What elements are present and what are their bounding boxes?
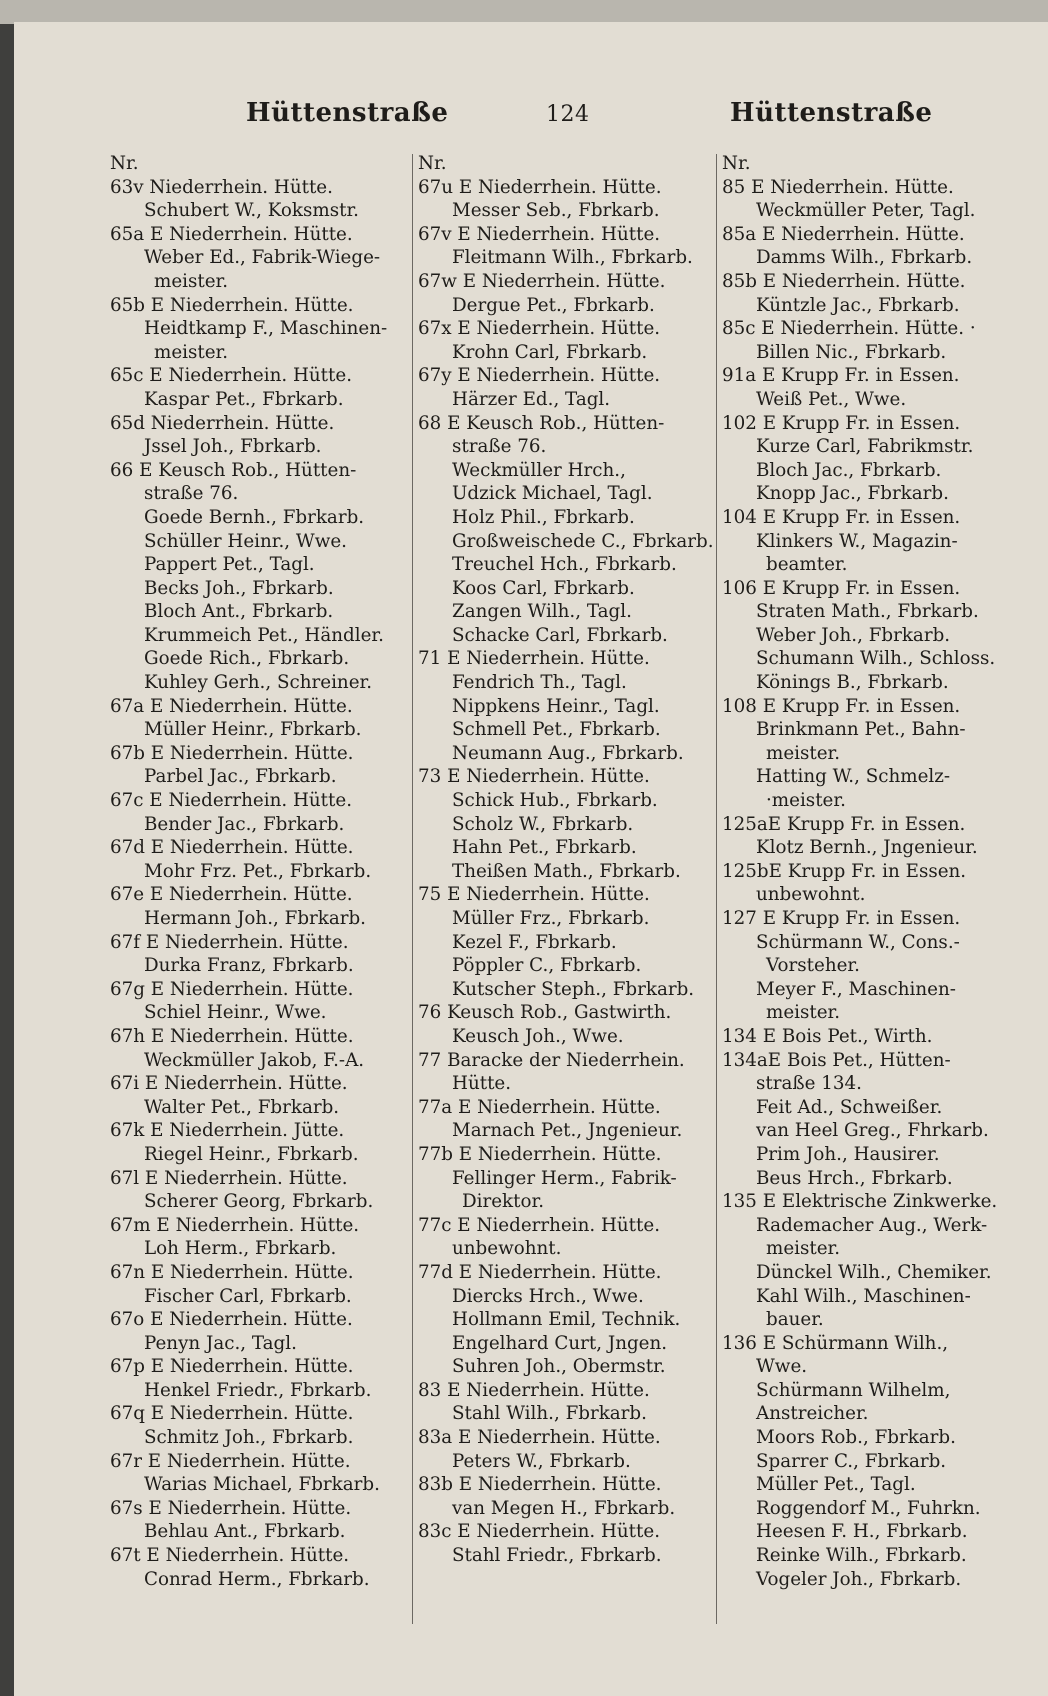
resident-line: Udzick Michael, Tagl. — [452, 483, 653, 505]
entry-line: 63v Niederrhein. Hütte. — [110, 176, 333, 198]
entry-line: 67y E Niederrhein. Hütte. — [418, 365, 661, 387]
resident-line: Weckmüller Peter, Tagl. — [756, 200, 976, 222]
resident-line: Mohr Frz. Pet., Fbrkarb. — [144, 860, 372, 882]
entry-line: 85a E Niederrhein. Hütte. — [722, 223, 965, 245]
resident-line: Vogeler Joh., Fbrkarb. — [756, 1568, 962, 1590]
entry-line: 104 E Krupp Fr. in Essen. — [722, 506, 961, 528]
resident-line: Nippkens Heinr., Tagl. — [452, 695, 660, 717]
entry-line: 67v E Niederrhein. Hütte. — [418, 223, 661, 245]
entry-line: 67p E Niederrhein. Hütte. — [110, 1356, 354, 1378]
resident-line: Hatting W., Schmelz- — [756, 766, 951, 788]
entry-line: 67k E Niederrhein. Jütte. — [110, 1120, 345, 1142]
column-3 — [722, 152, 1022, 1591]
entry-line: 77 Baracke der Niederrhein. — [418, 1049, 685, 1071]
resident-line: Klinkers W., Magazin- — [756, 530, 958, 552]
resident-line: Schick Hub., Fbrkarb. — [452, 790, 658, 812]
entry-line: 108 E Krupp Fr. in Essen. — [722, 695, 961, 717]
resident-line: Theißen Math., Fbrkarb. — [452, 860, 681, 882]
resident-line: Schacke Carl, Fbrkarb. — [452, 624, 668, 646]
resident-line: Feit Ad., Schweißer. — [756, 1096, 943, 1118]
resident-line: Kurze Carl, Fabrikmstr. — [756, 436, 974, 458]
resident-line: Weckmüller Jakob, F.-A. — [144, 1049, 365, 1071]
resident-line: Küntzle Jac., Fbrkarb. — [756, 294, 960, 316]
resident-line: Schmell Pet., Fbrkarb. — [452, 719, 661, 741]
resident-line: Weber Joh., Fbrkarb. — [756, 624, 951, 646]
resident-line: Klotz Bernh., Jngenieur. — [756, 837, 978, 859]
entry-line: 136 E Schürmann Wilh., — [722, 1332, 949, 1354]
resident-line: Straten Math., Fbrkarb. — [756, 601, 979, 623]
entry-line: 67n E Niederrhein. Hütte. — [110, 1261, 354, 1283]
resident-line: Goede Rich., Fbrkarb. — [144, 648, 350, 670]
entry-line: 67w E Niederrhein. Hütte. — [418, 270, 666, 292]
page-top-edge — [0, 0, 1048, 24]
resident-line: Schüller Heinr., Wwe. — [144, 530, 347, 552]
entry-line: 85 E Niederrhein. Hütte. — [722, 176, 954, 198]
resident-line: meister. — [766, 742, 841, 764]
resident-line: Sparrer C., Fbrkarb. — [756, 1450, 947, 1472]
resident-line: meister. — [154, 341, 229, 363]
entry-line: 83b E Niederrhein. Hütte. — [418, 1474, 662, 1496]
resident-line: Riegel Heinr., Fbrkarb. — [144, 1143, 359, 1165]
resident-line: Reinke Wilh., Fbrkarb. — [756, 1545, 967, 1567]
entry-line: 67u E Niederrhein. Hütte. — [418, 176, 662, 198]
resident-line: Messer Seb., Fbrkarb. — [452, 200, 660, 222]
entry-line: Nr. — [418, 153, 447, 174]
resident-line: Schmitz Joh., Fbrkarb. — [144, 1427, 354, 1449]
resident-line: van Megen H., Fbrkarb. — [452, 1497, 676, 1519]
column-2 — [418, 152, 714, 1568]
resident-line: Pappert Pet., Tagl. — [144, 554, 315, 576]
entry-line: 83a E Niederrhein. Hütte. — [418, 1427, 661, 1449]
entry-line: 67h E Niederrhein. Hütte. — [110, 1025, 354, 1047]
entry-line: 67t E Niederrhein. Hütte. — [110, 1545, 350, 1567]
resident-line: Loh Herm., Fbrkarb. — [144, 1238, 337, 1260]
resident-line: Anstreicher. — [756, 1403, 869, 1425]
resident-line: Schürmann W., Cons.- — [756, 931, 960, 953]
resident-line: Hermann Joh., Fbrkarb. — [144, 908, 366, 929]
resident-line: meister. — [154, 270, 229, 292]
entry-line: 67s E Niederrhein. Hütte. — [110, 1497, 352, 1519]
resident-line: Kahl Wilh., Maschinen- — [756, 1285, 971, 1307]
resident-line: Heesen F. H., Fbrkarb. — [756, 1521, 968, 1543]
entry-line: 71 E Niederrhein. Hütte. — [418, 648, 650, 670]
resident-line: Dünckel Wilh., Chemiker. — [756, 1261, 992, 1283]
resident-line: Fellinger Herm., Fabrik- — [452, 1167, 677, 1189]
resident-line: Becks Joh., Fbrkarb. — [144, 577, 334, 599]
resident-line: Könings B., Fbrkarb. — [756, 672, 949, 694]
entry-line: 73 E Niederrhein. Hütte. — [418, 766, 650, 788]
entry-line: Nr. — [722, 153, 751, 174]
entry-line: 65b E Niederrhein. Hütte. — [110, 294, 354, 316]
resident-line: Prim Joh., Hausirer. — [756, 1143, 940, 1165]
resident-line: Moors Rob., Fbrkarb. — [756, 1427, 956, 1449]
entry-line: 67r E Niederrhein. Hütte. — [110, 1450, 351, 1472]
resident-line: Fischer Carl, Fbrkarb. — [144, 1285, 352, 1307]
resident-line: Kutscher Steph., Fbrkarb. — [452, 978, 695, 1000]
entry-line: 83c E Niederrhein. Hütte. — [418, 1521, 661, 1543]
entry-line: 125bE Krupp Fr. in Essen. — [722, 860, 967, 882]
resident-line: Vorsteher. — [766, 955, 860, 977]
entry-line: 67l E Niederrhein. Hütte. — [110, 1167, 348, 1189]
entry-line: 135 E Elektrische Zinkwerke. — [722, 1191, 998, 1213]
entry-line: 125aE Krupp Fr. in Essen. — [722, 813, 966, 835]
resident-line: Hütte. — [452, 1073, 512, 1095]
resident-line: Großweischede C., Fbrkarb. — [452, 530, 714, 552]
entry-line: 65d Niederrhein. Hütte. — [110, 412, 335, 434]
resident-line: meister. — [766, 1238, 841, 1260]
resident-line: Bloch Jac., Fbrkarb. — [756, 459, 942, 481]
entry-line: 85c E Niederrhein. Hütte. · — [722, 318, 976, 340]
resident-line: Stahl Wilh., Fbrkarb. — [452, 1403, 647, 1425]
resident-line: unbewohnt. — [756, 884, 866, 906]
column-1 — [110, 152, 406, 1591]
entry-line: 67f E Niederrhein. Hütte. — [110, 931, 349, 953]
entry-line: 106 E Krupp Fr. in Essen. — [722, 577, 961, 599]
resident-line: Härzer Ed., Tagl. — [452, 388, 611, 410]
resident-line: Schubert W., Koksmstr. — [144, 200, 359, 222]
resident-line: Weckmüller Hrch., — [452, 459, 626, 481]
resident-line: Kezel F., Fbrkarb. — [452, 931, 617, 953]
resident-line: Goede Bernh., Fbrkarb. — [144, 506, 365, 528]
resident-line: Billen Nic., Fbrkarb. — [756, 341, 947, 363]
resident-line: Conrad Herm., Fbrkarb. — [144, 1568, 370, 1590]
entry-line: 102 E Krupp Fr. in Essen. — [722, 412, 961, 434]
resident-line: Diercks Hrch., Wwe. — [452, 1285, 644, 1307]
resident-line: Bender Jac., Fbrkarb. — [144, 813, 345, 835]
resident-line: Hahn Pet., Fbrkarb. — [452, 837, 637, 859]
resident-line: Rademacher Aug., Werk- — [756, 1214, 988, 1236]
resident-line: Schumann Wilh., Schloss. — [756, 648, 996, 670]
resident-line: Krummeich Pet., Händler. — [144, 624, 384, 646]
entry-line: 65c E Niederrhein. Hütte. — [110, 365, 353, 387]
resident-line: Durka Franz, Fbrkarb. — [144, 955, 354, 977]
entry-line: 67i E Niederrhein. Hütte. — [110, 1073, 348, 1095]
resident-line: Scherer Georg, Fbrkarb. — [144, 1191, 374, 1213]
resident-line: Fleitmann Wilh., Fbrkarb. — [452, 247, 693, 269]
resident-line: straße 76. — [144, 483, 239, 505]
resident-line: Damms Wilh., Fbrkarb. — [756, 247, 973, 269]
entry-line: 66 E Keusch Rob., Hütten- — [110, 459, 357, 481]
resident-line: meister. — [766, 1002, 841, 1024]
resident-line: Beus Hrch., Fbrkarb. — [756, 1167, 953, 1189]
resident-line: Kaspar Pet., Fbrkarb. — [144, 388, 344, 410]
resident-line: Walter Pet., Fbrkarb. — [144, 1096, 340, 1118]
entry-line: 76 Keusch Rob., Gastwirth. — [418, 1002, 672, 1024]
resident-line: Müller Pet., Tagl. — [756, 1474, 916, 1496]
resident-line: Brinkmann Pet., Bahn- — [756, 719, 966, 741]
entry-line: 67c E Niederrhein. Hütte. — [110, 790, 353, 812]
resident-line: Knopp Jac., Fbrkarb. — [756, 483, 949, 505]
resident-line: Heidtkamp F., Maschinen- — [144, 318, 388, 340]
resident-line: Treuchel Hch., Fbrkarb. — [452, 554, 677, 576]
resident-line: Pöppler C., Fbrkarb. — [452, 955, 642, 977]
resident-line: straße 76. — [452, 436, 547, 458]
entry-line: 75 E Niederrhein. Hütte. — [418, 884, 650, 906]
resident-line: Penyn Jac., Tagl. — [144, 1332, 297, 1354]
resident-line: Roggendorf M., Fuhrkn. — [756, 1497, 981, 1519]
resident-line: Weber Ed., Fabrik-Wiege- — [144, 247, 381, 269]
resident-line: Weiß Pet., Wwe. — [756, 388, 907, 410]
entry-line: 68 E Keusch Rob., Hütten- — [418, 412, 665, 434]
resident-line: Meyer F., Maschinen- — [756, 978, 956, 1000]
resident-line: bauer. — [766, 1309, 824, 1331]
entry-line: 77a E Niederrhein. Hütte. — [418, 1096, 661, 1118]
directory-columns — [14, 152, 1048, 1632]
resident-line: Bloch Ant., Fbrkarb. — [144, 601, 334, 623]
resident-line: Marnach Pet., Jngenieur. — [452, 1120, 683, 1142]
header-street-left: Hüttenstraße — [246, 98, 449, 128]
entry-line: 134aE Bois Pet., Hütten- — [722, 1049, 951, 1071]
resident-line: Kuhley Gerh., Schreiner. — [144, 672, 373, 694]
resident-line: Suhren Joh., Obermstr. — [452, 1356, 666, 1378]
resident-line: van Heel Greg., Fhrkarb. — [756, 1120, 989, 1142]
resident-line: Müller Frz., Fbrkarb. — [452, 908, 650, 929]
resident-line: Jssel Joh., Fbrkarb. — [144, 436, 322, 458]
resident-line: Direktor. — [462, 1191, 545, 1213]
resident-line: Müller Heinr., Fbrkarb. — [144, 719, 362, 741]
page-number: 124 — [546, 102, 590, 127]
resident-line: Warias Michael, Fbrkarb. — [144, 1474, 380, 1496]
resident-line: straße 134. — [756, 1073, 862, 1095]
entry-line: 67d E Niederrhein. Hütte. — [110, 837, 354, 859]
entry-line: 127 E Krupp Fr. in Essen. — [722, 908, 961, 929]
entry-line: 83 E Niederrhein. Hütte. — [418, 1379, 650, 1401]
resident-line: Behlau Ant., Fbrkarb. — [144, 1521, 346, 1543]
entry-line: 85b E Niederrhein. Hütte. — [722, 270, 966, 292]
resident-line: unbewohnt. — [452, 1238, 562, 1260]
entry-line: 67q E Niederrhein. Hütte. — [110, 1403, 354, 1425]
resident-line: Schürmann Wilhelm, — [756, 1379, 951, 1401]
entry-line: 91a E Krupp Fr. in Essen. — [722, 365, 960, 387]
entry-line: 77d E Niederrhein. Hütte. — [418, 1261, 662, 1283]
entry-line: 77b E Niederrhein. Hütte. — [418, 1143, 662, 1165]
resident-line: Peters W., Fbrkarb. — [452, 1450, 631, 1472]
resident-line: Henkel Friedr., Fbrkarb. — [144, 1379, 372, 1401]
entry-line: 67e E Niederrhein. Hütte. — [110, 884, 353, 906]
entry-line: 67a E Niederrhein. Hütte. — [110, 695, 353, 717]
resident-line: Engelhard Curt, Jngen. — [452, 1332, 668, 1354]
resident-line: Koos Carl, Fbrkarb. — [452, 577, 635, 599]
resident-line: Keusch Joh., Wwe. — [452, 1025, 624, 1047]
resident-line: Holz Phil., Fbrkarb. — [452, 506, 635, 528]
resident-line: Stahl Friedr., Fbrkarb. — [452, 1545, 662, 1567]
resident-line: Fendrich Th., Tagl. — [452, 672, 627, 694]
resident-line: Dergue Pet., Fbrkarb. — [452, 294, 655, 316]
entry-line: Nr. — [110, 153, 139, 174]
entry-line: 134 E Bois Pet., Wirth. — [722, 1025, 933, 1047]
resident-line: ·meister. — [766, 790, 846, 812]
resident-line: Hollmann Emil, Technik. — [452, 1309, 681, 1331]
resident-line: beamter. — [766, 554, 848, 576]
resident-line: Zangen Wilh., Tagl. — [452, 601, 632, 623]
directory-page — [14, 22, 1048, 1696]
running-head — [14, 98, 1048, 138]
entry-line: 67o E Niederrhein. Hütte. — [110, 1309, 353, 1331]
resident-line: Wwe. — [756, 1356, 808, 1378]
entry-line: 67m E Niederrhein. Hütte. — [110, 1214, 360, 1236]
entry-line: 65a E Niederrhein. Hütte. — [110, 223, 353, 245]
header-street-right: Hüttenstraße — [730, 98, 933, 128]
resident-line: Neumann Aug., Fbrkarb. — [452, 742, 684, 764]
resident-line: Scholz W., Fbrkarb. — [452, 813, 634, 835]
entry-line: 67g E Niederrhein. Hütte. — [110, 978, 354, 1000]
resident-line: Parbel Jac., Fbrkarb. — [144, 766, 337, 788]
resident-line: Krohn Carl, Fbrkarb. — [452, 341, 648, 363]
entry-line: 67b E Niederrhein. Hütte. — [110, 742, 354, 764]
entry-line: 67x E Niederrhein. Hütte. — [418, 318, 661, 340]
entry-line: 77c E Niederrhein. Hütte. — [418, 1214, 661, 1236]
resident-line: Schiel Heinr., Wwe. — [144, 1002, 327, 1024]
